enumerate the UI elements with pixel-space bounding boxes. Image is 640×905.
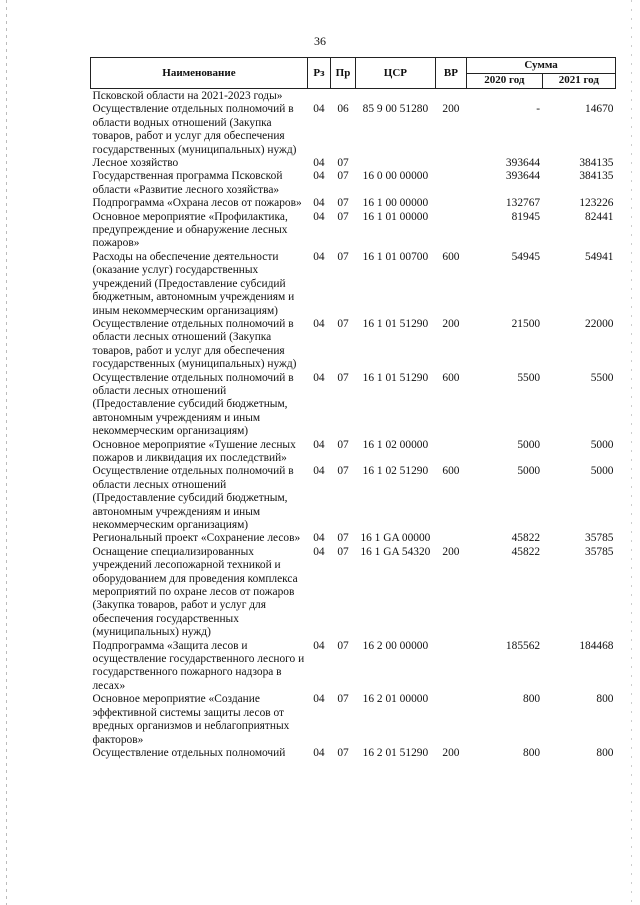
- row-vr: 600: [442, 250, 460, 263]
- page-number: 36: [314, 34, 326, 48]
- table-row: [91, 89, 616, 104]
- table-row: [91, 372, 616, 439]
- row-vr: 600: [442, 465, 460, 478]
- row-csr: 85 9 00 51280: [362, 103, 429, 116]
- table-row: [91, 103, 616, 157]
- table-row: [91, 211, 616, 251]
- row-rz: 04: [313, 693, 325, 706]
- row-pr: 07: [337, 210, 349, 223]
- table-row: [91, 532, 616, 545]
- row-pr: 07: [337, 545, 349, 558]
- row-pr: 07: [337, 438, 349, 451]
- table-row: [91, 439, 616, 466]
- row-sum-2020: 132767: [505, 197, 541, 210]
- table-row: [91, 197, 616, 210]
- row-pr: 07: [337, 250, 349, 263]
- row-rz: 04: [313, 197, 325, 210]
- row-name: Государственная программа Псковской области «Развитие лесного хозяйства»: [92, 170, 283, 196]
- row-rz: 04: [313, 250, 325, 263]
- row-sum-2020: 393644: [505, 170, 541, 183]
- row-vr: [435, 157, 466, 170]
- row-vr: 200: [442, 746, 460, 759]
- row-rz: 04: [313, 170, 325, 183]
- header-sum: Сумма: [467, 58, 616, 74]
- row-vr: [435, 89, 466, 104]
- row-vr: 200: [442, 103, 460, 116]
- row-sum-2020: 393644: [505, 157, 541, 170]
- budget-table: [90, 57, 616, 760]
- row-pr: 07: [337, 317, 349, 330]
- table-row: [91, 546, 616, 640]
- row-sum-2020: 5000: [517, 438, 541, 451]
- row-csr: 16 1 00 00000: [362, 197, 429, 210]
- row-name: Основное мероприятие «Профилактика, предупреждение и обнаружение лесных пожаров»: [92, 210, 288, 250]
- row-csr: [356, 157, 436, 170]
- row-sum-2020: 800: [523, 693, 541, 706]
- row-name: Подпрограмма «Охрана лесов от пожаров»: [92, 197, 302, 210]
- row-pr: 07: [337, 532, 349, 545]
- row-pr: 07: [337, 371, 349, 384]
- row-name: Осуществление отдельных полномочий в области лесных отношений (Закупка товаров, работ и услуг для обеспечения государственных (муниципальных) нужд): [92, 317, 297, 371]
- table-row: [91, 170, 616, 197]
- row-sum-2021: 54941: [585, 250, 614, 263]
- row-sum-2021: 14670: [585, 103, 614, 116]
- table-row: [91, 693, 616, 747]
- row-sum-2020: 45822: [511, 532, 541, 545]
- row-sum-2021: 35785: [585, 532, 614, 545]
- row-csr: 16 1 01 51290: [362, 371, 429, 384]
- row-rz: 04: [313, 639, 325, 652]
- row-sum-2021: 800: [596, 693, 614, 706]
- row-name: Подпрограмма «Защита лесов и осуществление государственного лесного и государственного пожарного надзора в лесах»: [92, 639, 305, 692]
- table-body: [91, 89, 616, 761]
- row-sum-2020: 800: [523, 746, 541, 759]
- row-name: Осуществление отдельных полномочий в области водных отношений (Закупка товаров, работ и услуг для обеспечения государственных (муниципальных) нужд): [92, 103, 297, 156]
- row-sum-2021: 184468: [579, 639, 614, 652]
- row-csr: 16 1 GA 54320: [360, 545, 431, 558]
- row-name: Осуществление отдельных полномочий: [92, 746, 286, 759]
- row-rz: 04: [313, 532, 325, 545]
- row-csr: 16 1 01 00700: [362, 250, 429, 263]
- header-year-2021: 2021 год: [542, 73, 615, 89]
- row-vr: [435, 640, 466, 694]
- row-pr: 06: [337, 103, 349, 116]
- row-sum-2021: 82441: [585, 210, 614, 223]
- row-rz: [307, 89, 330, 104]
- row-sum-2021: 384135: [579, 157, 614, 170]
- header-pr: Пр: [330, 58, 355, 89]
- row-pr: 07: [337, 170, 349, 183]
- row-pr: 07: [337, 639, 349, 652]
- row-name: Расходы на обеспечение деятельности (оказание услуг) государственных учреждений (Предоставление субсидий бюджетным, автономным учреждениям и иным некоммерческим организациям): [92, 250, 295, 317]
- row-sum-2021: 5000: [590, 438, 614, 451]
- row-name: Региональный проект «Сохранение лесов»: [92, 532, 301, 545]
- row-csr: 16 2 00 00000: [362, 639, 429, 652]
- table-header: [91, 58, 616, 89]
- row-csr: 16 0 00 00000: [362, 170, 429, 183]
- row-name: Лесное хозяйство: [92, 157, 179, 170]
- row-vr: [435, 693, 466, 747]
- row-vr: 200: [442, 545, 460, 558]
- row-pr: 07: [337, 693, 349, 706]
- row-sum-2020: [467, 89, 542, 104]
- row-rz: 04: [313, 317, 325, 330]
- row-vr: [435, 211, 466, 251]
- row-csr: 16 1 02 51290: [362, 465, 429, 478]
- row-vr: [435, 439, 466, 466]
- scan-edge-left: [6, 0, 7, 905]
- header-csr: ЦСР: [356, 58, 436, 89]
- row-name: Основное мероприятие «Создание эффективной системы защиты лесов от вредных организмов и неблагоприятных факторов»: [92, 693, 290, 746]
- row-csr: [356, 89, 436, 104]
- row-csr: 16 1 GA 00000: [360, 532, 431, 545]
- table-row: [91, 747, 616, 760]
- row-rz: 04: [313, 465, 325, 478]
- table-row: [91, 251, 616, 318]
- row-csr: 16 1 01 00000: [362, 210, 429, 223]
- header-year-2020: 2020 год: [467, 73, 542, 89]
- header-rz: Рз: [307, 58, 330, 89]
- row-name: Оснащение специализированных учреждений лесопожарной техникой и оборудованием для проведения комплекса мероприятий по охране лесов от пожаров (Закупка товаров, работ и услуг для обеспечения государственных (муниципальных) нужд): [92, 545, 298, 639]
- row-rz: 04: [313, 545, 325, 558]
- row-sum-2021: [542, 89, 615, 104]
- row-sum-2020: 5000: [517, 465, 541, 478]
- table-row: [91, 318, 616, 372]
- row-name: Осуществление отдельных полномочий в области лесных отношений (Предоставление субсидий бюджетным, автономным учреждениям и иным некоммерческим организациям): [92, 371, 294, 438]
- row-csr: 16 2 01 00000: [362, 693, 429, 706]
- row-pr: 07: [337, 746, 349, 759]
- row-sum-2021: 35785: [585, 545, 614, 558]
- row-sum-2020: 185562: [505, 639, 541, 652]
- row-sum-2020: 21500: [511, 317, 541, 330]
- row-sum-2020: 5500: [517, 371, 541, 384]
- row-pr: [330, 89, 355, 104]
- header-vr: ВР: [435, 58, 466, 89]
- row-vr: [435, 170, 466, 197]
- row-name: Основное мероприятие «Тушение лесных пожаров и ликвидация их последствий»: [92, 438, 296, 464]
- row-csr: 16 1 01 51290: [362, 317, 429, 330]
- row-sum-2020: 81945: [511, 210, 541, 223]
- row-vr: [435, 197, 466, 210]
- row-name: Псковской области на 2021-2023 годы»: [92, 90, 283, 102]
- row-sum-2020: 54945: [511, 250, 541, 263]
- row-rz: 04: [313, 103, 325, 116]
- row-name: Осуществление отдельных полномочий в области лесных отношений (Предоставление субсидий бюджетным, автономным учреждениям и иным некоммерческим организациям): [92, 465, 294, 531]
- table-row: [91, 640, 616, 694]
- row-sum-2021: 5000: [590, 465, 614, 478]
- row-sum-2020: 45822: [511, 545, 541, 558]
- table-row: [91, 157, 616, 170]
- row-sum-2021: 123226: [579, 197, 614, 210]
- row-rz: 04: [313, 157, 325, 170]
- row-vr: 200: [442, 317, 460, 330]
- row-pr: 07: [337, 157, 349, 170]
- row-vr: [435, 532, 466, 545]
- scan-edge-right: [631, 0, 632, 905]
- row-rz: 04: [313, 438, 325, 451]
- row-sum-2021: 22000: [585, 317, 614, 330]
- row-sum-2020: -: [536, 103, 541, 116]
- header-name: Наименование: [91, 58, 308, 89]
- row-pr: 07: [337, 197, 349, 210]
- row-pr: 07: [337, 465, 349, 478]
- table-row: [91, 465, 616, 532]
- row-rz: 04: [313, 371, 325, 384]
- row-sum-2021: 800: [596, 746, 614, 759]
- row-sum-2021: 384135: [579, 170, 614, 183]
- row-vr: 600: [442, 371, 460, 384]
- row-csr: 16 1 02 00000: [362, 438, 429, 451]
- row-rz: 04: [313, 746, 325, 759]
- row-rz: 04: [313, 210, 325, 223]
- row-csr: 16 2 01 51290: [362, 746, 429, 759]
- row-sum-2021: 5500: [590, 371, 614, 384]
